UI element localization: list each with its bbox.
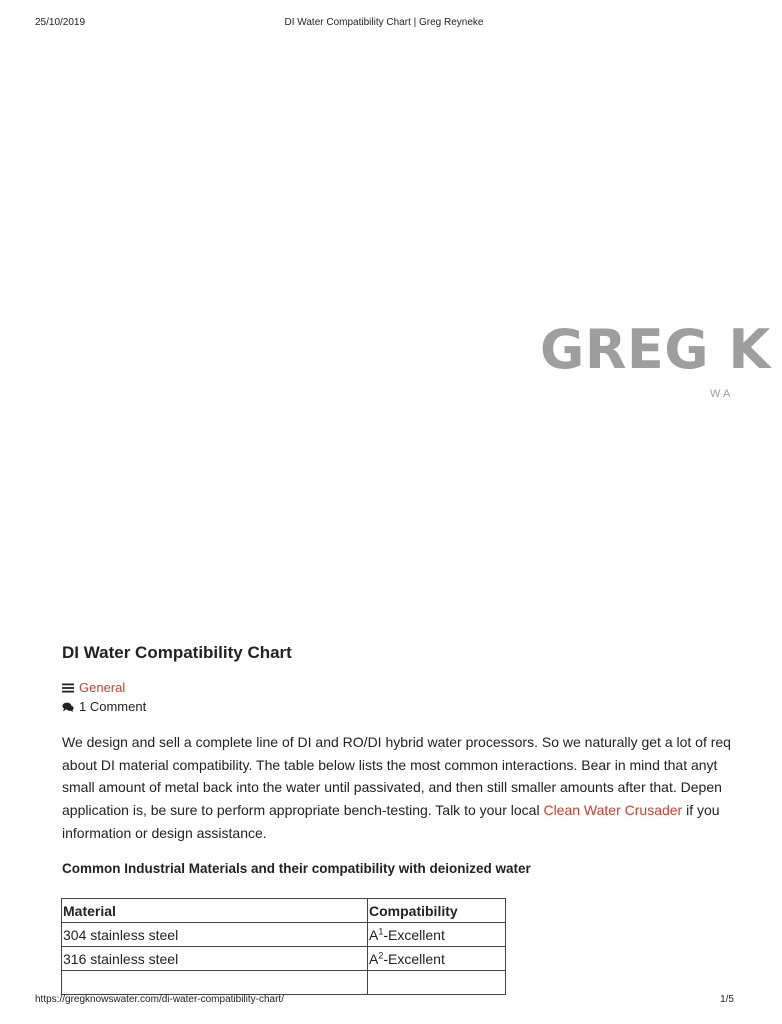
table-header-row xyxy=(62,899,506,923)
compatibility-cell xyxy=(368,947,506,971)
material-cell xyxy=(62,971,368,995)
compatibility-cell xyxy=(368,923,506,947)
site-logo[interactable]: GREG K xyxy=(540,318,771,381)
intro-line: small amount of metal back into the water until passivated, and then still smaller amounts after that. Depen xyxy=(62,779,722,796)
rating: -Excellent xyxy=(383,950,445,967)
intro-line: application is, be sure to perform appropriate bench-testing. Talk to your local xyxy=(62,802,544,819)
clean-water-crusader-link[interactable]: Clean Water Crusader xyxy=(543,802,683,819)
table-row xyxy=(62,923,506,947)
grade: A xyxy=(369,926,379,943)
post-article xyxy=(62,642,782,876)
intro-line: information or design assistance. xyxy=(62,824,267,841)
table-row xyxy=(62,971,506,995)
print-footer xyxy=(0,994,768,1008)
table-heading: Common Industrial Materials and their compatibility with deionized water xyxy=(62,860,531,876)
category-link[interactable]: General xyxy=(79,680,126,695)
page-number: 1/5 xyxy=(720,994,734,1005)
comments-icon xyxy=(62,701,74,713)
compatibility-cell xyxy=(368,971,506,995)
post-comments xyxy=(62,697,782,716)
intro-line: We design and sell a complete line of DI and RO/DI hybrid water processors. So we naturally get a lot of req xyxy=(62,734,731,750)
intro-line: about DI material compatibility. The table below lists the most common interactions. Bear in mind that anyt xyxy=(62,756,718,773)
grade: A xyxy=(369,950,379,967)
material-cell: 304 stainless steel xyxy=(62,923,368,947)
list-icon xyxy=(62,682,74,694)
footnote-ref[interactable]: 2 xyxy=(378,949,384,960)
post-meta xyxy=(62,678,782,716)
footnote-ref[interactable]: 1 xyxy=(378,925,384,936)
post-title: DI Water Compatibility Chart xyxy=(62,643,292,662)
post-intro xyxy=(62,731,782,845)
intro-line: if you xyxy=(682,802,720,819)
compatibility-table xyxy=(61,898,506,995)
comments-link[interactable]: 1 Comment xyxy=(79,699,147,714)
column-header-material: Material xyxy=(62,899,368,923)
rating: -Excellent xyxy=(383,926,445,943)
table-row xyxy=(62,947,506,971)
site-tagline: WA xyxy=(710,388,734,400)
print-title: DI Water Compatibility Chart | Greg Reyneke xyxy=(284,17,484,28)
post-category xyxy=(62,678,782,697)
material-cell: 316 stainless steel xyxy=(62,947,368,971)
print-url: https://gregknowswater.com/di-water-compatibility-chart/ xyxy=(35,994,284,1005)
column-header-compatibility: Compatibility xyxy=(368,899,506,923)
print-date: 25/10/2019 xyxy=(35,17,86,28)
